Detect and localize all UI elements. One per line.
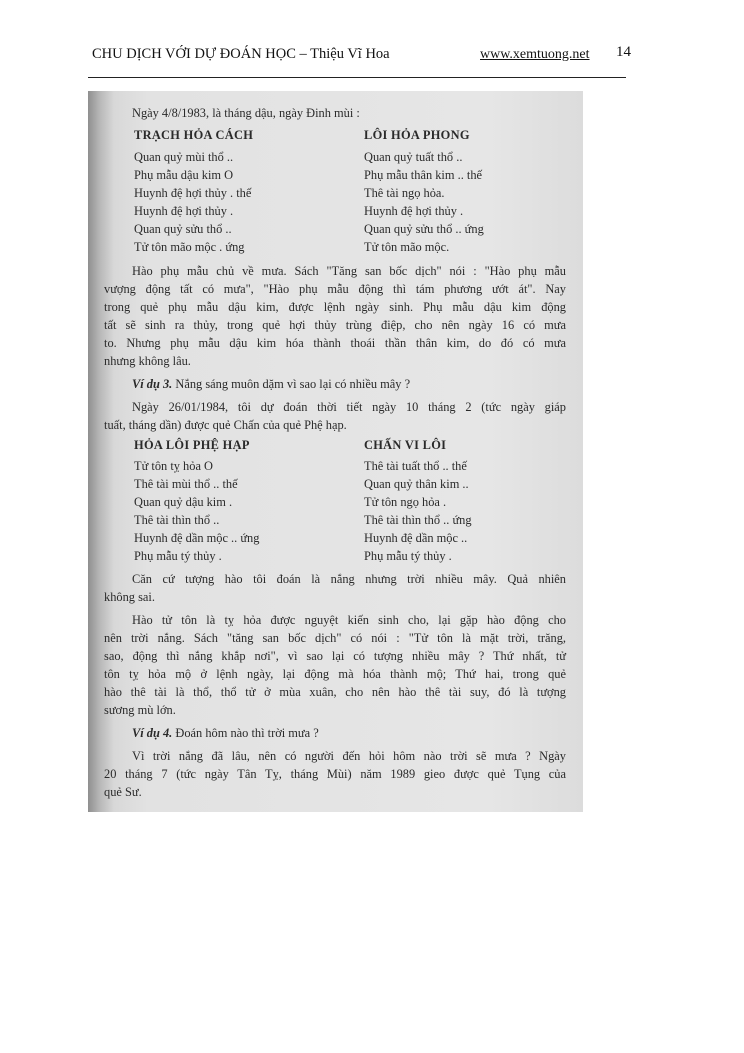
header-url-link[interactable]: www.xemtuong.net — [480, 47, 590, 62]
paragraph-line: Căn cứ tượng hào tôi đoán là nắng nhưng trời nhiều mây. Quả nhiên — [132, 572, 566, 586]
hex1-right-line: Tử tôn mão mộc. — [364, 240, 450, 254]
paragraph-line: nên trời nắng. Sách "tăng san bốc dịch" có nói : "Tử tôn là mặt trời, trăng, — [104, 631, 566, 645]
hex1-left-line: Quan quỷ mùi thổ .. — [134, 150, 234, 164]
scanned-page-image — [88, 91, 583, 812]
hex2-right-title: CHẤN VI LÔI — [364, 438, 447, 452]
intro-line: Ngày 4/8/1983, là tháng dậu, ngày Đinh mùi : — [132, 106, 360, 120]
paragraph-line: trong quẻ phụ mẫu dậu kim, được lệnh ngày sinh. Phụ mẫu dậu kim động — [104, 300, 566, 314]
scanned-text — [88, 91, 583, 812]
hex2-left-line: Thê tài mùi thổ .. thế — [134, 477, 238, 491]
example-3-heading — [132, 375, 410, 394]
paragraph-line: sương mù lớn. — [104, 703, 176, 717]
paragraph-line: sao, động thì nắng khắp nơi", vì sao lại có tượng nhiều mây ? Thứ nhất, tử — [104, 649, 566, 663]
hex2-right-line: Huynh đệ dần mộc .. — [364, 531, 468, 545]
hex1-right-line: Huynh đệ hợi thủy . — [364, 204, 464, 218]
paragraph-line: 20 tháng 7 (tức ngày Tân Tỵ, tháng Mùi) năm 1989 gieo được quẻ Tụng của — [104, 767, 566, 781]
paragraph-line: Hào tử tôn là tỵ hỏa được nguyệt kiến sinh cho, lại gặp hào động cho — [132, 613, 566, 627]
page-number: 14 — [616, 44, 631, 60]
hex2-right-line: Thê tài thìn thổ .. ứng — [364, 513, 472, 527]
hex2-left-line: Tử tôn tỵ hỏa O — [134, 459, 213, 473]
example-4-title: Đoán hôm nào thì trời mưa ? — [175, 726, 319, 740]
paragraph-line: không sai. — [104, 590, 155, 604]
hex2-left-line: Phụ mẫu tý thủy . — [134, 549, 222, 563]
hex1-right-line: Phụ mẫu thân kim .. thế — [364, 168, 483, 182]
hex2-left-line: Huynh đệ dần mộc .. ứng — [134, 531, 260, 545]
hex1-right-line: Thê tài ngọ hỏa. — [364, 186, 445, 200]
hex2-right-line: Tử tôn ngọ hỏa . — [364, 495, 447, 509]
example-4-heading — [132, 724, 319, 743]
hex1-left-line: Huynh đệ hợi thủy . thế — [134, 186, 252, 200]
example-3-label: Ví dụ 3. — [132, 377, 173, 391]
paragraph-line: tất sẽ sinh ra thủy, trong quẻ hợi thủy trùng điệp, cho nên ngày 16 có mưa — [104, 318, 566, 332]
paragraph-line: Vì trời nắng đã lâu, nên có người đến hỏi hôm nào trời sẽ mưa ? Ngày — [132, 749, 566, 763]
hex2-right-line: Thê tài tuất thổ .. thế — [364, 459, 467, 473]
hex2-left-line: Quan quỷ dậu kim . — [134, 495, 233, 509]
paragraph-line: Hào phụ mẫu chủ về mưa. Sách "Tăng san bốc dịch" nói : "Hào phụ mẫu — [132, 264, 566, 278]
hex2-right-line: Phụ mẫu tý thủy . — [364, 549, 452, 563]
paragraph-line: nhưng không lâu. — [104, 354, 191, 368]
paragraph-line: tuất, tháng dần) được quẻ Chấn của quẻ Phệ hạp. — [104, 418, 347, 432]
paragraph-line: to. Nhưng phụ mẫu dậu kim hóa thành thoái thần thân kim, do đó có mưa — [104, 336, 566, 350]
hex1-left-line: Quan quỷ sửu thổ .. — [134, 222, 232, 236]
hex2-left-line: Thê tài thìn thổ .. — [134, 513, 220, 527]
hex2-right-line: Quan quỷ thân kim .. — [364, 477, 469, 491]
hex2-left-title: HỎA LÔI PHỆ HẠP — [134, 438, 250, 452]
hex1-left-line: Phụ mẫu dậu kim O — [134, 168, 234, 182]
paragraph-line: tôn tỵ hỏa mộ ở lệnh ngày, lại động mà hóa thành mộ; Thứ hai, trong quẻ — [104, 667, 566, 681]
header-divider — [88, 77, 626, 78]
hex1-right-line: Quan quỷ tuất thổ .. — [364, 150, 463, 164]
hex1-left-line: Huynh đệ hợi thủy . — [134, 204, 234, 218]
hex1-right-title: LÔI HỎA PHONG — [364, 128, 470, 142]
example-3-title: Nắng sáng muôn dặm vì sao lại có nhiều mây ? — [175, 377, 411, 391]
example-4-label: Ví dụ 4. — [132, 726, 173, 740]
paragraph-line: hào thê tài là thổ, thổ tử ở mùa xuân, cho nên hào thê tài suy, đó là tượng — [104, 685, 566, 699]
hex1-right-line: Quan quỷ sửu thổ .. ứng — [364, 222, 484, 236]
paragraph-line: Ngày 26/01/1984, tôi dự đoán thời tiết ngày 10 tháng 2 (tức ngày giáp — [132, 400, 566, 414]
hex1-left-line: Tử tôn mão mộc . ứng — [134, 240, 245, 254]
paragraph-line: quẻ Sư. — [104, 785, 142, 799]
hex1-left-title: TRẠCH HỎA CÁCH — [134, 128, 254, 142]
header-title: CHU DỊCH VỚI DỰ ĐOÁN HỌC – Thiệu Vĩ Hoa — [92, 46, 390, 62]
paragraph-line: vượng động tất có mưa", "Hào phụ mẫu động thì tám phương ướt át". Nay — [104, 282, 566, 296]
